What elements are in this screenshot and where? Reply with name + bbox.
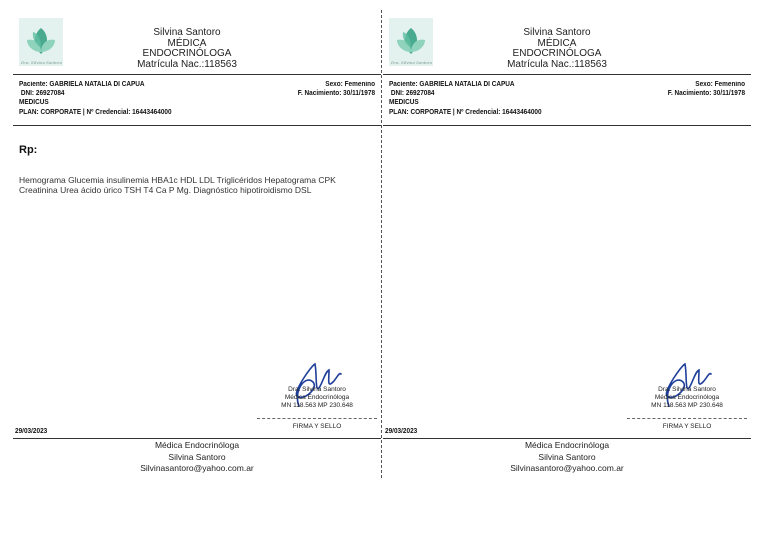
logo-brand-text: Dra. Silvina Santoro — [391, 60, 433, 65]
footer-name: Silvina Santoro — [538, 451, 596, 462]
signature-stamp — [257, 386, 377, 410]
signature-line — [257, 418, 377, 419]
patient-insurer: MEDICUS — [389, 99, 419, 107]
signature-label: FIRMA Y SELLO — [662, 423, 712, 430]
stamp-specialty: Médica Endocrinóloga — [284, 394, 350, 401]
stamp-name: Dra. Silvina Santoro — [658, 386, 716, 393]
signature-label: FIRMA Y SELLO — [292, 423, 342, 430]
doctor-name: Silvina Santoro — [153, 27, 221, 38]
stamp-license: MN 118.563 MP 230.648 — [651, 402, 723, 409]
doctor-specialty: ENDOCRINÓLOGA — [512, 48, 602, 59]
patient-name: Paciente: GABRIELA NATALIA DI CAPUA — [19, 81, 145, 88]
doctor-title: MÉDICA — [537, 37, 577, 49]
page-divider — [381, 10, 382, 478]
stamp-specialty: Médica Endocrinóloga — [654, 394, 720, 401]
footer — [383, 440, 751, 475]
stamp-name: Dra. Silvina Santoro — [288, 386, 346, 393]
signature-line — [627, 418, 747, 419]
footer-rule — [383, 438, 751, 439]
doctor-header — [487, 28, 627, 70]
patient-rule — [13, 125, 381, 126]
patient-demographics — [298, 80, 375, 98]
clinic-logo — [19, 18, 63, 66]
prescription-date: 29/03/2023 — [385, 428, 418, 435]
doctor-specialty: ENDOCRINÓLOGA — [142, 48, 232, 59]
footer-email: Silvinasantoro@yahoo.com.ar — [510, 463, 624, 473]
footer-name: Silvina Santoro — [168, 451, 226, 462]
stamp-license: MN 118.563 MP 230.648 — [281, 402, 353, 409]
leaf-icon — [19, 18, 63, 66]
clinic-logo — [389, 18, 433, 66]
doctor-header — [117, 28, 257, 70]
patient-demographics — [668, 80, 745, 98]
prescription-duplicate — [383, 10, 751, 480]
patient-dni: DNI: 26927084 — [20, 90, 65, 98]
patient-plan: PLAN: CORPORATE | Nº Credencial: 16443464000 — [19, 108, 172, 116]
header-rule — [383, 74, 751, 75]
footer — [13, 440, 381, 475]
patient-dni: DNI: 26927084 — [390, 90, 435, 98]
patient-sex: Sexo: Femenino — [325, 81, 375, 88]
footer-rule — [13, 438, 381, 439]
doctor-title: MÉDICA — [167, 37, 207, 49]
rp-heading: Rp: — [19, 144, 38, 156]
prescription-date: 29/03/2023 — [15, 428, 48, 435]
doctor-name: Silvina Santoro — [523, 27, 591, 38]
doctor-license: Matrícula Nac.:118563 — [507, 58, 607, 70]
doctor-license: Matrícula Nac.:118563 — [137, 58, 237, 70]
prescription-text: Hemograma Glucemia insulinemia HBA1c HDL LDL Triglicéridos Hepatograma CPK Creatinina Urea ácido úrico TSH T4 Ca P Mg. Diagnóstico hipotiroidismo DSL — [19, 175, 336, 195]
patient-insurer: MEDICUS — [19, 99, 49, 107]
patient-name: Paciente: GABRIELA NATALIA DI CAPUA — [389, 81, 515, 88]
patient-birthdate: F. Nacimiento: 30/11/1978 — [297, 90, 375, 98]
logo-brand-text: Dra. Silvina Santoro — [21, 60, 63, 65]
patient-rule — [383, 125, 751, 126]
patient-birthdate: F. Nacimiento: 30/11/1978 — [667, 90, 745, 98]
prescription-original — [13, 10, 381, 480]
leaf-icon — [389, 18, 433, 66]
header-rule — [13, 74, 381, 75]
footer-specialty: Médica Endocrinóloga — [154, 440, 240, 450]
patient-sex: Sexo: Femenino — [695, 81, 745, 88]
signature-stamp — [627, 386, 747, 410]
footer-specialty: Médica Endocrinóloga — [524, 440, 610, 450]
footer-email: Silvinasantoro@yahoo.com.ar — [140, 463, 254, 473]
patient-plan: PLAN: CORPORATE | Nº Credencial: 16443464000 — [389, 108, 542, 116]
